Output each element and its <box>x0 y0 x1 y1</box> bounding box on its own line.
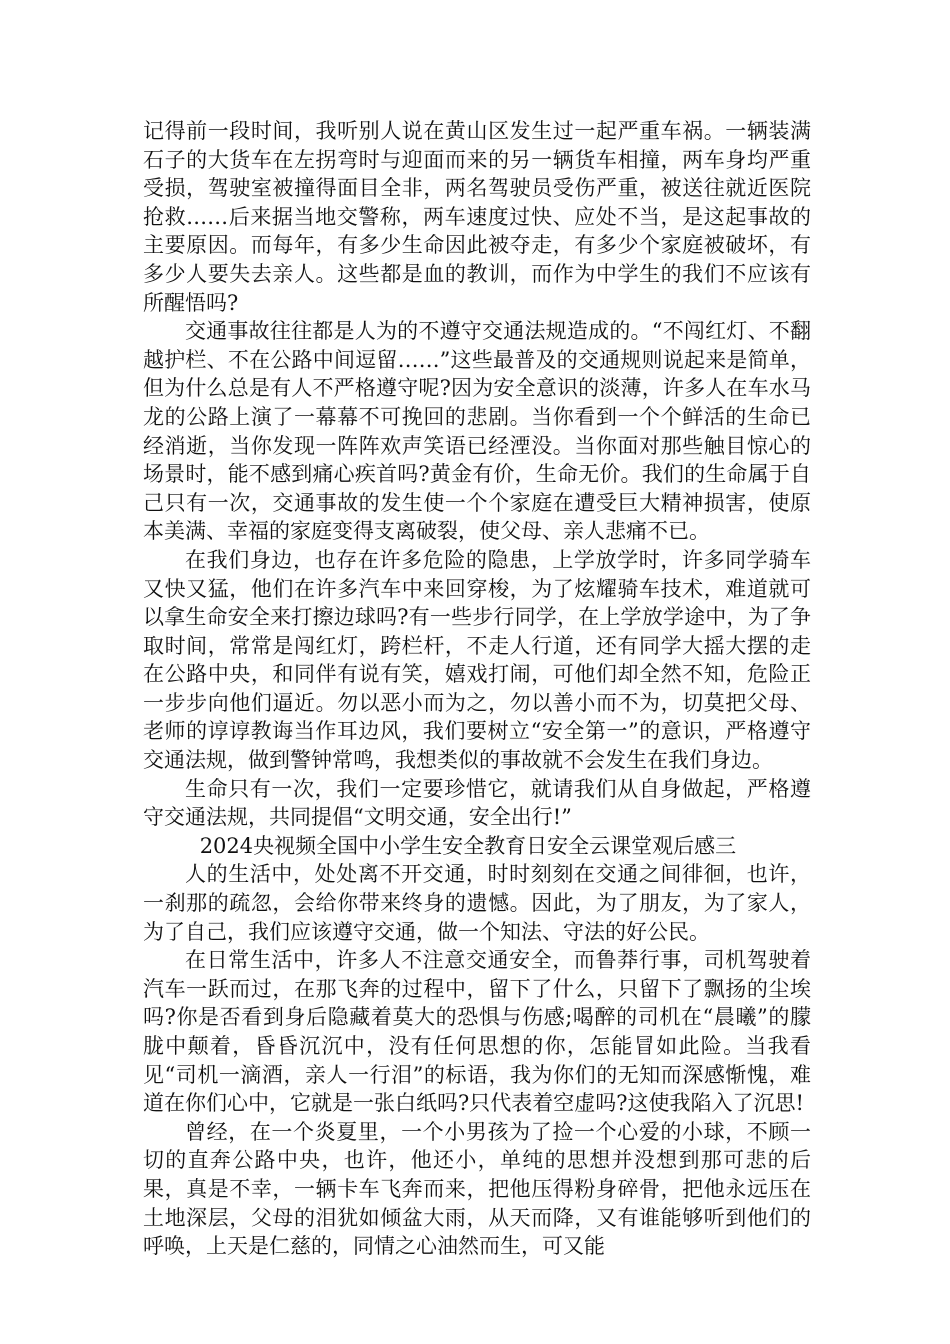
paragraph-traffic-in-life: 人的生活中，处处离不开交通，时时刻刻在交通之间徘徊，也许，一刹那的疏忽，会给你带来终身的遗憾。因此，为了朋友，为了家人，为了自己，我们应该遵守交通，做一个知法、守法的好公民。 <box>143 862 811 944</box>
section-title: 2024央视频全国中小学生安全教育日安全云课堂观后感三 <box>199 833 737 858</box>
paragraph-daily-life: 在日常生活中，许多人不注意交通安全，而鲁莽行事，司机驾驶着汽车一跃而过，在那飞奔的过程中，留下了什么，只留下了飘扬的尘埃吗?你是否看到身后隐藏着莫大的恐惧与伤感;喝醉的司机在“晨曦”的朦胧中颠着，昏昏沉沉中，没有任何思想的你，怎能冒如此险。当我看见“司机一滴酒，亲人一行泪”的标语，我为你们的无知而深感惭愧，难道在你们心中，它就是一张白纸吗?只代表着空虚吗?这使我陷入了沉思! <box>143 948 811 1116</box>
paragraph-hidden-dangers: 在我们身边，也存在许多危险的隐患，上学放学时，许多同学骑车又快又猛，他们在许多汽车中来回穿梭，为了炫耀骑车技术，难道就可以拿生命安全来打擦边球吗?有一些步行同学，在上学放学途中，为了争取时间，常常是闯红灯，跨栏杆，不走人行道，还有同学大摇大摆的走在公路中央，和同伴有说有笑，嬉戏打闹，可他们却全然不知，危险正一步步向他们逼近。勿以恶小而为之，勿以善小而不为，切莫把父母、老师的谆谆教诲当作耳边风，我们要树立“安全第一”的意识，严格遵守交通法规，做到警钟常鸣，我想类似的事故就不会发生在我们身边。 <box>143 547 811 773</box>
document-body <box>143 117 811 1261</box>
paragraph-cherish-life: 生命只有一次，我们一定要珍惜它，就请我们从自身做起，严格遵守交通法规，共同提倡“文明交通，安全出行!” <box>143 776 811 830</box>
paragraph-accident-story: 记得前一段时间，我听别人说在黄山区发生过一起严重车祸。一辆装满石子的大货车在左拐弯时与迎面而来的另一辆货车相撞，两车身均严重受损，驾驶室被撞得面目全非，两名驾驶员受伤严重，被送往就近医院抢救……后来据当地交警称，两车速度过快、应处不当，是这起事故的主要原因。而每年，有多少生命因此被夺走，有多少个家庭被破坏，有多少人要失去亲人。这些都是血的教训，而作为中学生的我们不应该有所醒悟吗? <box>143 119 811 315</box>
paragraph-boy-story: 曾经，在一个炎夏里，一个小男孩为了捡一个心爱的小球，不顾一切的直奔公路中央，也许，他还小，单纯的思想并没想到那可悲的后果，真是不幸，一辆卡车飞奔而来，把他压得粉身碎骨，把他永远压在土地深层，父母的泪犹如倾盆大雨，从天而降，又有谁能够听到他们的呼唤，上天是仁慈的，同情之心油然而生，可又能 <box>143 1119 811 1259</box>
paragraph-human-causes: 交通事故往往都是人为的不遵守交通法规造成的。“不闯红灯、不翻越护栏、不在公路中间逗留……”这些最普及的交通规则说起来是简单，但为什么总是有人不严格遵守呢?因为安全意识的淡薄，许多人在车水马龙的公路上演了一幕幕不可挽回的悲剧。当你看到一个个鲜活的生命已经消逝，当你发现一阵阵欢声笑语已经湮没。当你面对那些触目惊心的场景时，能不感到痛心疾首吗?黄金有价，生命无价。我们的生命属于自己只有一次，交通事故的发生使一个个家庭在遭受巨大精神损害，使原本美满、幸福的家庭变得支离破裂，使父母、亲人悲痛不已。 <box>143 319 811 544</box>
